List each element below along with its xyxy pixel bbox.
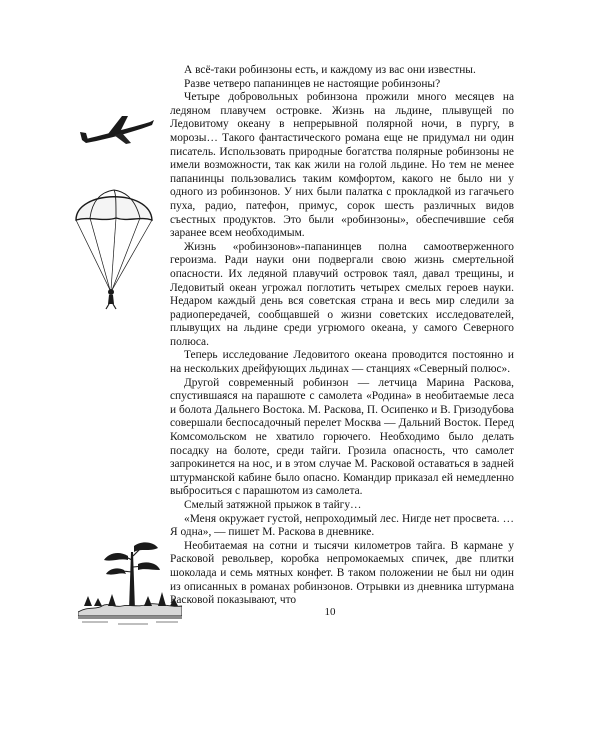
paragraph-8: «Меня окружает густой, непроходимый лес. Нигде нет просвета. …Я одна», — пишет М. Раскова в дневнике. xyxy=(170,512,514,539)
paragraph-5: Теперь исследование Ледовитого океана проводится постоянно и на нескольких дрейфующих льдинах — станциях «Северный полюс». xyxy=(170,349,514,376)
paragraph-9: Необитаемая на сотни и тысячи километров тайга. В кармане у Расковой револьвер, коробка непромокаемых спичек, две плитки шоколада и семь мятных конфет. В таком положении не был ни один из описанных в романах робинзонов. Отрывки из дневника штурмана Расковой показывают, что xyxy=(170,539,514,607)
paragraph-2: Разве четверо папанинцев не настоящие робинзоны? xyxy=(184,77,441,90)
paragraph-6: Другой современный робинзон — летчица Марина Раскова, спустившаяся на парашюте с самолета «Родина» в необитаемые леса и болота Дальнего Востока. М. Раскова, П. Осипенко и В. Гризодубова совершали беспосадочный перелет Москва — Дальний Восток. Перед Комсомольском не хватило горючего. Необходимо было делать посадку на болоте, среди тайги. Грозила опасность, что самолет запрокинется на нос, и в этом случае М. Расковой оставаться в задней штурманской кабине было опасно. Командир приказал ей немедленно выброситься с парашютом из самолета. xyxy=(170,376,514,498)
paragraph-7: Смелый затяжной прыжок в тайгу… xyxy=(184,499,362,511)
paragraph-1: А всё-таки робинзоны есть, и каждому из вас они известны. xyxy=(184,64,476,76)
parachute-illustration xyxy=(70,180,156,310)
main-text-column xyxy=(170,64,514,608)
paragraph-4: Жизнь «робинзонов»-папанинцев полна самоотверженного героизма. Ради науки они подвергали свою жизнь смертельной опасности. Их ледяной плавучий островок таял, давал трещины, и Ледовитый океан угрожал поглотить четырех смелых героев науки. Недаром каждый день вся советская страна и весь мир следили за радиопередачей, сообщавшей о жизни советских исследователей, плывущих на льдине среди угрюмого океана, у самого Северного полюса. xyxy=(170,240,514,348)
paragraph-3: Четыре добровольных робинзона прожили много месяцев на ледяном плавучем островке. Жизнь на льдине, плывущей по Ледовитому океану в непрерывной полярной ночи, в пургу, в морозы… Такого фантастического романа еще не придумал ни один писатель. Использовать природные богатства полярные робинзоны не имели возможности, так как жили на голой льдине. Но тем не менее папанинцы пользовались таким комфортом, какого не было ни у одного из робинзонов. У них были палатка с прокладкой из гагачьего пуха, радио, патефон, примус, сорок шесть различных видов съестных продуктов. Это были «робинзоны», обеспечившие себя заранее всем необходимым. xyxy=(170,91,514,240)
page-number: 10 xyxy=(324,606,336,618)
airplane-illustration xyxy=(78,110,158,150)
